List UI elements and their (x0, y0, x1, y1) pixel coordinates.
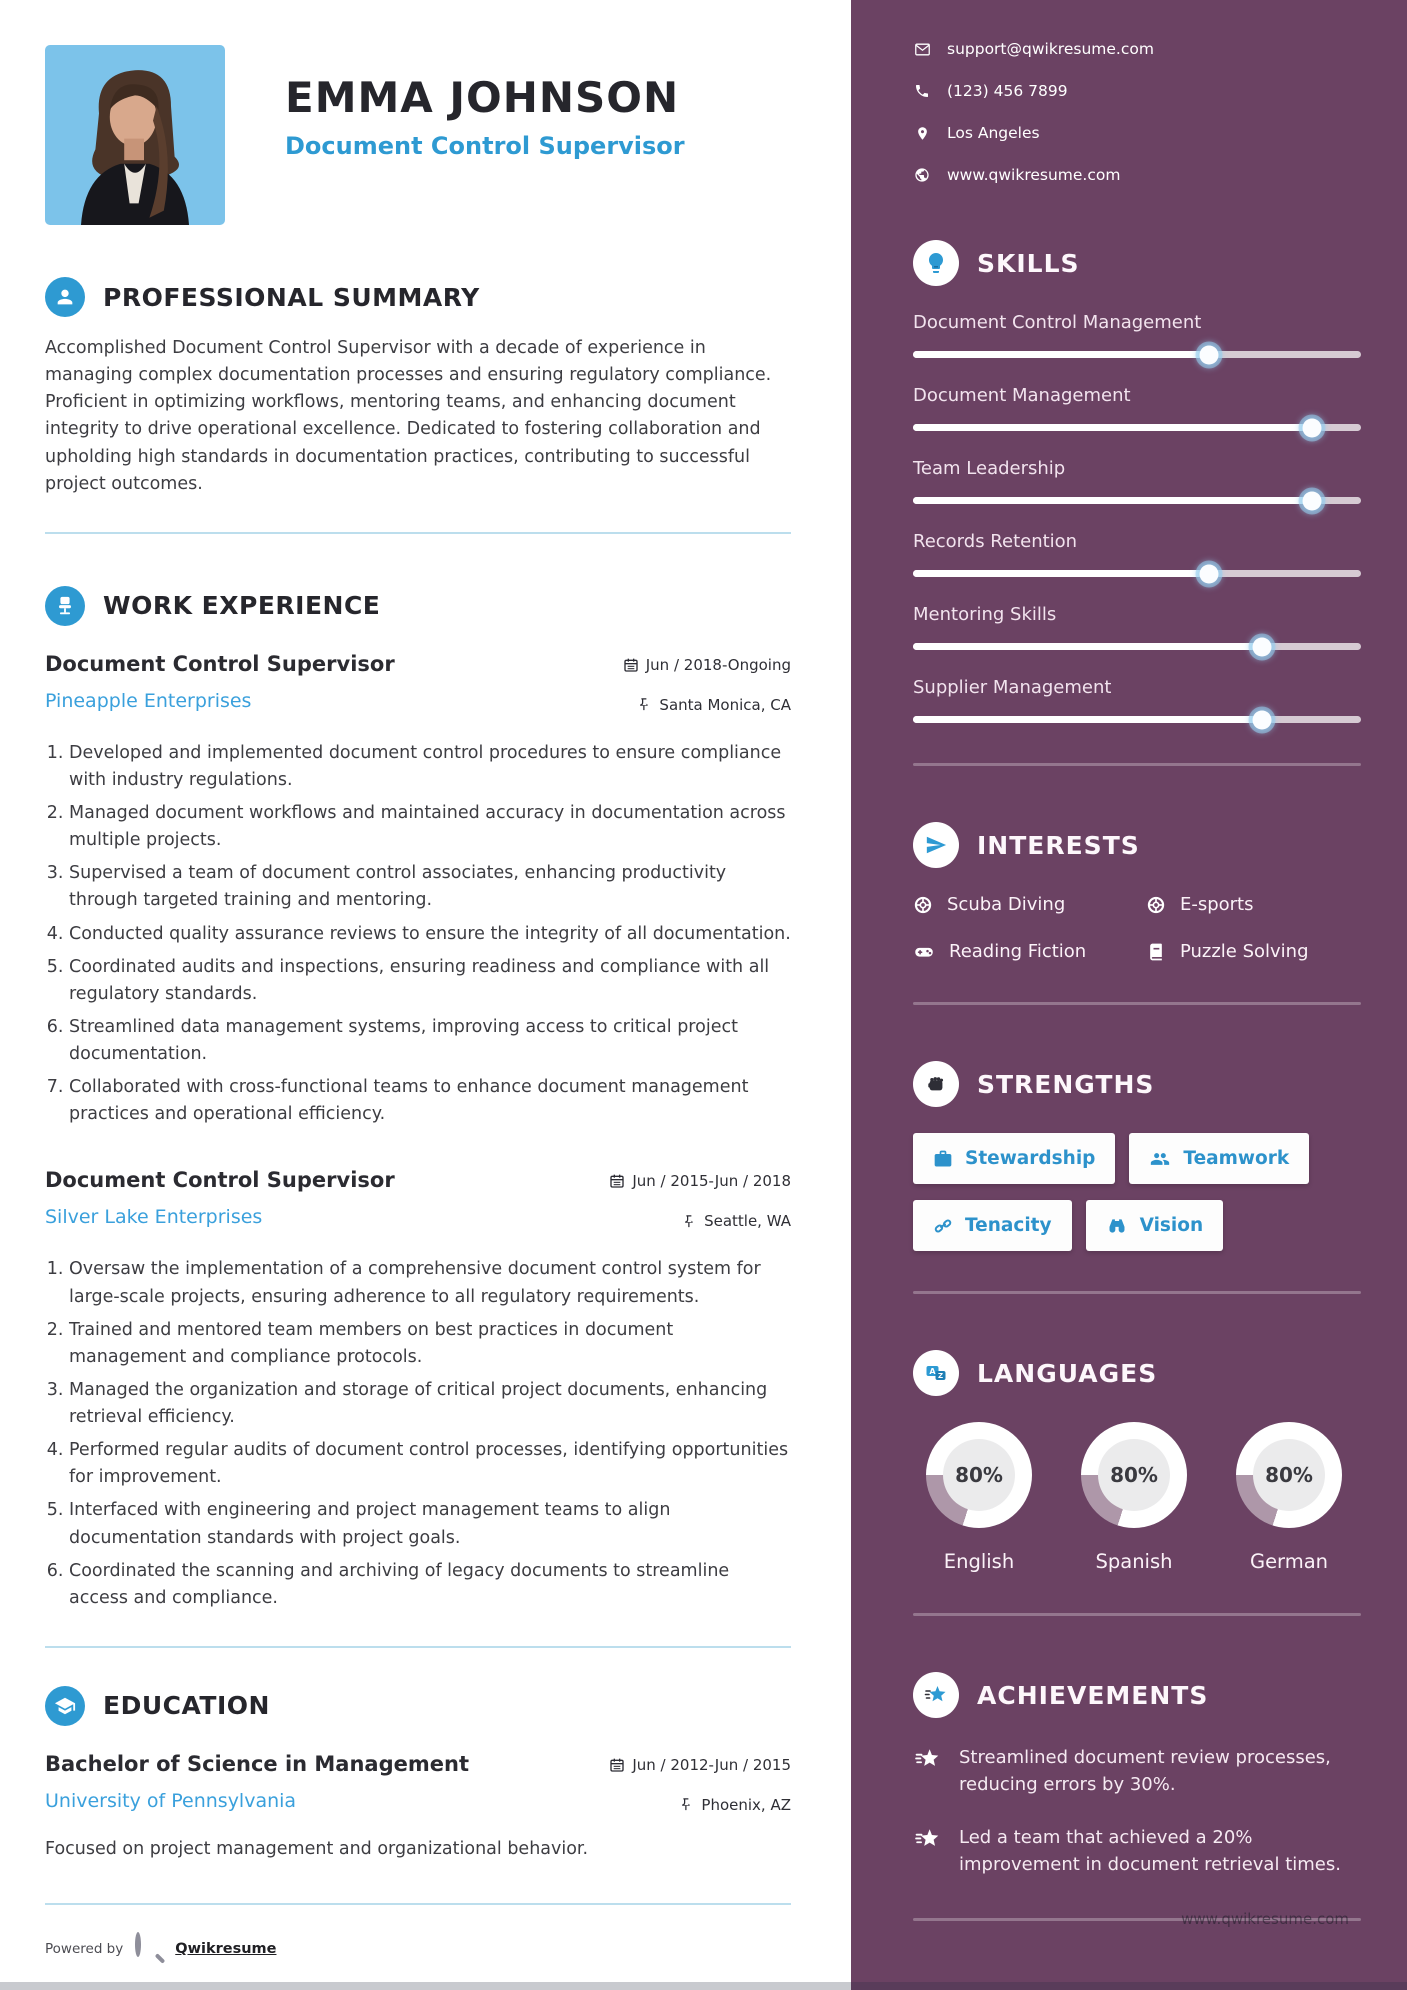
skill-item (913, 458, 1361, 504)
phone-icon (913, 83, 931, 99)
job-2-bullet: 4. Performed regular audits of document control processes, identifying opportunities for improvement. (69, 1437, 791, 1491)
languages-heading: LANGUAGES (977, 1358, 1158, 1388)
portrait-illustration (45, 45, 225, 225)
strength-chips (913, 1133, 1361, 1251)
language-item (1223, 1422, 1355, 1573)
language-donut (1236, 1422, 1342, 1528)
qwikresume-logo-icon (135, 1935, 163, 1963)
skill-slider (913, 424, 1361, 431)
education-location-row (609, 1796, 791, 1814)
interests-heading-row (913, 822, 1361, 868)
language-item (913, 1422, 1045, 1573)
interest-label: E-sports (1179, 894, 1254, 915)
job-1-date-row (623, 656, 791, 674)
job-1-title: Document Control Supervisor (45, 651, 395, 676)
job-1-bullet: 5. Coordinated audits and inspections, ensuring readiness and compliance with all regulatory standards. (69, 954, 791, 1008)
qwikresume-link[interactable]: Qwikresume (175, 1941, 277, 1957)
binoculars-icon (1106, 1216, 1128, 1236)
profile-photo (45, 45, 225, 225)
powered-by-label: Powered by (45, 1941, 124, 1957)
job-1-meta (623, 652, 791, 714)
sidebar-divider (913, 1613, 1361, 1616)
book-icon (1146, 942, 1166, 962)
skill-label: Document Control Management (913, 312, 1202, 333)
job-2-location: Seattle, WA (704, 1212, 791, 1231)
strength-label: Teamwork (1183, 1148, 1290, 1169)
job-entry-1 (45, 652, 791, 1129)
job-2-bullet: 5. Interfaced with engineering and project management teams to align documentation standards with project goals. (69, 1497, 791, 1551)
header-text (285, 45, 685, 160)
education-heading-row (45, 1686, 791, 1726)
work-heading: WORK EXPERIENCE (103, 591, 381, 621)
job-2-bullet: 1. Oversaw the implementation of a comprehensive document control system for large-scale projects, ensuring adherence to all regulatory requirements. (69, 1256, 791, 1310)
skill-slider-fill (913, 497, 1312, 504)
calendar-icon (623, 657, 639, 673)
achievement-item (913, 1744, 1361, 1798)
contact-email[interactable] (913, 40, 1361, 58)
languages-row (913, 1422, 1361, 1573)
envelope-icon (913, 41, 931, 58)
skill-slider (913, 716, 1361, 723)
job-2-bullet: 2. Trained and mentored team members on best practices in document management and compliance protocols. (69, 1317, 791, 1371)
skill-slider-knob (1302, 418, 1321, 437)
skill-slider (913, 351, 1361, 358)
education-heading: EDUCATION (103, 1691, 270, 1721)
contact-website[interactable] (913, 166, 1361, 184)
skill-slider (913, 497, 1361, 504)
skill-item (913, 604, 1361, 650)
contact-email-text: support@qwikresume.com (947, 40, 1154, 58)
pushpin-icon (682, 1214, 697, 1229)
contact-location[interactable] (913, 124, 1361, 142)
job-2-location-row (609, 1212, 791, 1230)
svg-text:Z: Z (937, 1371, 944, 1380)
strengths-heading: STRENGTHS (977, 1069, 1155, 1099)
section-professional-summary (45, 277, 791, 498)
section-divider (45, 1646, 791, 1648)
sidebar (851, 0, 1407, 1990)
language-donut (926, 1422, 1032, 1528)
language-item (1068, 1422, 1200, 1573)
language-label: German (1249, 1550, 1329, 1573)
strength-label: Stewardship (965, 1148, 1096, 1169)
contact-location-text: Los Angeles (947, 124, 1040, 142)
shooting-star-icon (913, 1824, 943, 1878)
strength-chip (1129, 1133, 1309, 1184)
section-divider (45, 1903, 791, 1905)
interest-label: Scuba Diving (947, 894, 1066, 915)
contact-block (913, 40, 1361, 184)
skill-slider (913, 643, 1361, 650)
skill-slider-knob (1199, 345, 1218, 364)
lifebuoy-icon (913, 895, 933, 915)
job-1-bullets (45, 740, 791, 1129)
contact-phone[interactable] (913, 82, 1361, 100)
interests-heading: INTERESTS (977, 830, 1140, 860)
job-1-bullet: 1. Developed and implemented document control procedures to ensure compliance with industry regulations. (69, 740, 791, 794)
job-1-bullet: 7. Collaborated with cross-functional teams to enhance document management practices and operational efficiency. (69, 1074, 791, 1128)
achievement-item (913, 1824, 1361, 1878)
strengths-heading-row (913, 1061, 1361, 1107)
skills-list (913, 312, 1361, 723)
interest-item (1146, 941, 1361, 962)
interest-item (1146, 894, 1361, 915)
header (45, 45, 791, 225)
briefcase-icon (933, 1149, 953, 1169)
skills-heading-row (913, 240, 1361, 286)
job-2-bullet: 3. Managed the organization and storage of critical project documents, enhancing retrieval efficiency. (69, 1377, 791, 1431)
summary-heading-row (45, 277, 791, 317)
contact-phone-text: (123) 456 7899 (947, 82, 1068, 100)
globe-icon (913, 167, 931, 183)
skill-slider-knob (1253, 637, 1272, 656)
skill-slider-knob (1302, 491, 1321, 510)
job-1-location: Santa Monica, CA (659, 695, 791, 714)
language-percent: 80% (1253, 1439, 1325, 1511)
skill-slider (913, 570, 1361, 577)
job-2-title: Document Control Supervisor (45, 1168, 395, 1193)
job-1-bullet: 2. Managed document workflows and maintained accuracy in documentation across multiple projects. (69, 800, 791, 854)
job-2-bullet: 6. Coordinated the scanning and archiving of legacy documents to streamline access and compliance. (69, 1558, 791, 1612)
education-date-row (609, 1756, 791, 1774)
job-1-bullet: 4. Conducted quality assurance reviews to ensure the integrity of all documentation. (69, 921, 791, 948)
job-2-left (45, 1168, 395, 1228)
skill-slider-knob (1199, 564, 1218, 583)
job-1-left (45, 652, 395, 712)
education-entry (45, 1752, 791, 1863)
achievement-text: Led a team that achieved a 20% improvement in document retrieval times. (959, 1827, 1341, 1875)
chip-row (913, 1200, 1361, 1251)
strength-chip (913, 1200, 1072, 1251)
skill-label: Supplier Management (913, 677, 1112, 698)
skill-slider-fill (913, 716, 1262, 723)
job-1-bullet: 6. Streamlined data management systems, improving access to critical project documentation. (69, 1014, 791, 1068)
contact-website-text: www.qwikresume.com (947, 166, 1121, 184)
strength-chip (1086, 1200, 1224, 1251)
fist-icon (913, 1061, 959, 1107)
job-entry-2 (45, 1168, 791, 1612)
skills-heading: SKILLS (977, 248, 1080, 278)
achievement-text: Streamlined document review processes, reducing errors by 30%. (959, 1747, 1331, 1795)
person-icon (45, 277, 85, 317)
education-note: Focused on project management and organizational behavior. (45, 1838, 589, 1859)
interest-item (913, 941, 1146, 962)
job-2-date: Jun / 2015-Jun / 2018 (632, 1172, 791, 1191)
job-1-location-row (623, 696, 791, 714)
office-chair-icon (45, 586, 85, 626)
skill-item (913, 531, 1361, 577)
skill-label: Team Leadership (913, 458, 1066, 479)
strength-label: Tenacity (965, 1215, 1052, 1236)
language-percent: 80% (1098, 1439, 1170, 1511)
person-job-title: Document Control Supervisor (285, 132, 685, 160)
shooting-star-icon (913, 1744, 943, 1798)
education-degree: Bachelor of Science in Management (45, 1751, 469, 1776)
achievements-heading-row (913, 1672, 1361, 1718)
language-donut (1081, 1422, 1187, 1528)
sidebar-divider (913, 763, 1361, 766)
paper-plane-icon (913, 822, 959, 868)
education-left (45, 1752, 469, 1812)
calendar-icon (609, 1757, 625, 1773)
job-2-date-row (609, 1172, 791, 1190)
summary-text: Accomplished Document Control Supervisor with a decade of experience in managing complex documentation processes and ensuring regulatory compliance. Proficient in optimizing workflows, mentoring teams, and enhancing document integrity to drive operational excellence. Dedicated to fostering collaboration and upholding high standards in documentation practices, contributing to successful project outcomes. (45, 338, 772, 494)
job-2-company: Silver Lake Enterprises (45, 1206, 263, 1229)
education-school: University of Pennsylvania (45, 1789, 297, 1812)
skill-label: Document Management (913, 385, 1131, 406)
language-percent: 80% (943, 1439, 1015, 1511)
pushpin-icon (637, 697, 652, 712)
chip-row (913, 1133, 1361, 1184)
education-date: Jun / 2012-Jun / 2015 (632, 1755, 791, 1774)
page-bottom-edge (0, 1982, 1407, 1990)
skill-item (913, 385, 1361, 431)
footer (45, 1935, 791, 1963)
skill-slider-fill (913, 424, 1312, 431)
sidebar-divider (913, 1291, 1361, 1294)
job-1-date: Jun / 2018-Ongoing (645, 655, 791, 674)
work-heading-row (45, 586, 791, 626)
summary-heading: PROFESSIONAL SUMMARY (103, 282, 480, 312)
lightbulb-icon (913, 240, 959, 286)
section-education (45, 1686, 791, 1863)
person-name: EMMA JOHNSON (285, 73, 680, 122)
map-pin-icon (913, 126, 931, 141)
team-icon (1149, 1149, 1171, 1169)
job-1-company: Pineapple Enterprises (45, 689, 252, 712)
job-2-bullets (45, 1256, 791, 1612)
section-work-experience (45, 586, 791, 1612)
education-head (45, 1752, 791, 1814)
achievements-heading: ACHIEVEMENTS (977, 1680, 1209, 1710)
lifebuoy-icon (1146, 895, 1166, 915)
job-2-head (45, 1168, 791, 1230)
svg-text:A: A (929, 1366, 936, 1376)
strength-chip (913, 1133, 1115, 1184)
language-label: Spanish (1095, 1550, 1173, 1573)
gamepad-icon (913, 942, 935, 962)
pushpin-icon (679, 1797, 694, 1812)
job-2-meta (609, 1168, 791, 1230)
sidebar-divider (913, 1002, 1361, 1005)
achievements-list (913, 1744, 1361, 1878)
skill-slider-fill (913, 570, 1209, 577)
education-location: Phoenix, AZ (701, 1795, 791, 1814)
skill-label: Records Retention (913, 531, 1078, 552)
graduation-cap-icon (45, 1686, 85, 1726)
skill-item (913, 677, 1361, 723)
job-1-bullet: 3. Supervised a team of document control associates, enhancing productivity through targeted training and mentoring. (69, 860, 791, 914)
chain-link-icon (933, 1216, 953, 1236)
translate-icon (913, 1350, 959, 1396)
skill-slider-fill (913, 643, 1262, 650)
education-meta (609, 1752, 791, 1814)
job-1-head (45, 652, 791, 714)
skill-item (913, 312, 1361, 358)
skill-slider-fill (913, 351, 1209, 358)
languages-heading-row (913, 1350, 1361, 1396)
interest-label: Puzzle Solving (1179, 941, 1309, 962)
skill-label: Mentoring Skills (913, 604, 1057, 625)
strength-label: Vision (1139, 1215, 1204, 1236)
interest-label: Reading Fiction (949, 941, 1087, 962)
shooting-star-icon (913, 1672, 959, 1718)
skill-slider-knob (1253, 710, 1272, 729)
interests-grid (913, 894, 1361, 962)
calendar-icon (609, 1173, 625, 1189)
language-label: English (943, 1550, 1015, 1573)
interest-item (913, 894, 1146, 915)
watermark: www.qwikresume.com (1181, 1910, 1349, 1928)
section-divider (45, 532, 791, 534)
